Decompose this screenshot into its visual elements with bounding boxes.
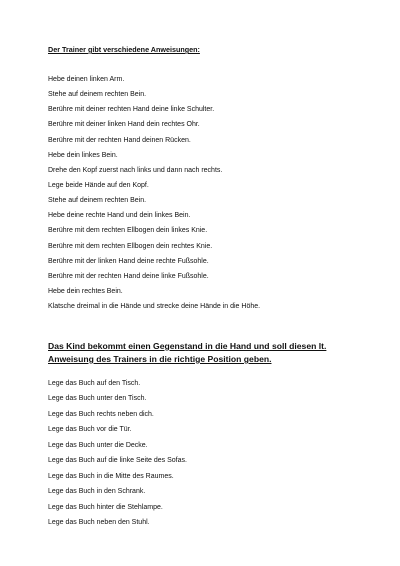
- list-item: Lege das Buch unter die Decke.: [48, 441, 148, 449]
- list-item: Berühre mit deiner rechten Hand deine linke Schulter.: [48, 106, 215, 114]
- list-item: Berühre mit der linken Hand deine rechte Fußsohle.: [48, 257, 209, 265]
- section1-heading: Der Trainer gibt verschiedene Anweisungen:: [48, 45, 200, 54]
- list-item: Berühre mit dem rechten Ellbogen dein linkes Knie.: [48, 227, 208, 235]
- section2-heading-line1: Das Kind bekommt einen Gegenstand in die Hand und soll diesen lt.: [48, 341, 327, 351]
- list-item: Berühre mit dem rechten Ellbogen dein rechtes Knie.: [48, 242, 213, 250]
- list-item: Lege das Buch auf den Tisch.: [48, 380, 141, 387]
- list-item: Hebe dein rechtes Bein.: [48, 287, 123, 295]
- object-placement-list: [48, 380, 187, 534]
- list-item: Klatsche dreimal in die Hände und strecke deine Hände in die Höhe.: [48, 303, 261, 311]
- list-item: Lege beide Hände auf den Kopf.: [48, 181, 149, 189]
- section2-heading: [48, 340, 326, 366]
- list-item: Stehe auf deinem rechten Bein.: [48, 91, 147, 99]
- section2-heading-line2: Anweisung des Trainers in die richtige Position geben.: [48, 354, 272, 364]
- list-item: Berühre mit der rechten Hand deine linke Fußsohle.: [48, 272, 209, 280]
- list-item: Hebe deine rechte Hand und dein linkes Bein.: [48, 212, 191, 220]
- list-item: Berühre mit deiner linken Hand dein rechtes Ohr.: [48, 121, 200, 129]
- list-item: Berühre mit der rechten Hand deinen Rücken.: [48, 136, 191, 144]
- list-item: Lege das Buch auf die linke Seite des Sofas.: [48, 457, 187, 465]
- list-item: Lege das Buch unter den Tisch.: [48, 395, 147, 403]
- list-item: Lege das Buch neben den Stuhl.: [48, 518, 150, 526]
- list-item: Lege das Buch hinter die Stehlampe.: [48, 503, 163, 511]
- list-item: Lege das Buch in die Mitte des Raumes.: [48, 472, 174, 480]
- list-item: Hebe deinen linken Arm.: [48, 76, 125, 83]
- list-item: Lege das Buch vor die Tür.: [48, 426, 132, 434]
- list-item: Hebe dein linkes Bein.: [48, 151, 118, 159]
- list-item: Lege das Buch rechts neben dich.: [48, 410, 154, 418]
- list-item: Drehe den Kopf zuerst nach links und dann nach rechts.: [48, 166, 223, 174]
- list-item: Stehe auf deinem rechten Bein.: [48, 197, 147, 205]
- trainer-instructions-list: [48, 76, 260, 318]
- list-item: Lege das Buch in den Schrank.: [48, 488, 146, 496]
